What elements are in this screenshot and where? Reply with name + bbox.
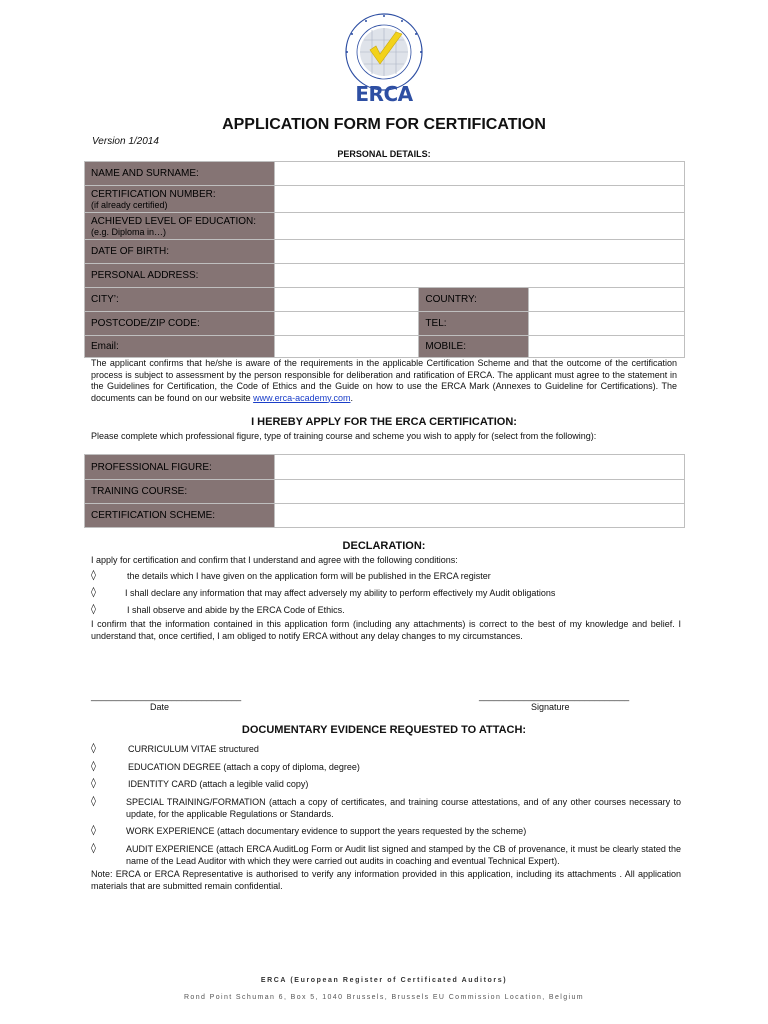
personal-details-heading: PERSONAL DETAILS:	[337, 149, 431, 159]
version-label: Version 1/2014	[92, 136, 159, 147]
dob-label: DATE OF BIRTH:	[85, 240, 275, 264]
signature-label: Signature	[531, 702, 570, 712]
declaration-item: the details which I have given on the application form will be published in the ERCA register	[127, 571, 491, 581]
email-field[interactable]	[274, 336, 419, 358]
country-label: COUNTRY:	[419, 288, 529, 312]
evidence-item: AUDIT EXPERIENCE (attach ERCA AuditLog Form or Audit list signed and stamped by the CB of provenance, it must be clearly stated the name of the Lead Auditor with which they were carried out audits in coaching and eventual Technical Expert).	[126, 844, 681, 866]
declaration-intro: I apply for certification and confirm that I understand and agree with the following conditions:	[91, 555, 458, 565]
professional-figure-field[interactable]	[274, 455, 684, 480]
apply-table	[84, 454, 685, 528]
confidentiality-note: Note: ERCA or ERCA Representative is authorised to verify any information provided in this application, including its attachments . All application materials that are submitted remain confidential.	[91, 869, 681, 891]
diamond-bullet-icon: ◊	[91, 825, 96, 836]
website-link[interactable]: www.erca-academy.com	[253, 392, 351, 403]
evidence-item: EDUCATION DEGREE (attach a copy of diploma, degree)	[128, 762, 360, 772]
evidence-item: SPECIAL TRAINING/FORMATION (attach a copy of certificates, and training course attestations, and of any other courses necessary to update, for the applicable Regulations or Standards.	[126, 797, 681, 819]
table-row	[85, 162, 685, 186]
evidence-item: CURRICULUM VITAE structured	[128, 744, 259, 754]
evidence-item: IDENTITY CARD (attach a legible valid copy)	[128, 779, 309, 789]
footer-address: Rond Point Schuman 6, Box 5, 1040 Brussels, Brussels EU Commission Location, Belgium	[183, 994, 585, 1001]
training-course-label: TRAINING COURSE:	[85, 480, 275, 504]
postcode-label: POSTCODE/ZIP CODE:	[85, 312, 275, 336]
name-label: NAME AND SURNAME:	[85, 162, 275, 186]
email-label: Email:	[85, 336, 275, 358]
table-row	[85, 455, 685, 480]
declaration-heading: DECLARATION:	[342, 540, 426, 552]
dob-field[interactable]	[274, 240, 684, 264]
declaration-item: I shall declare any information that may affect adversely my ability to perform effectively my Audit obligations	[125, 588, 556, 598]
applicant-statement: The applicant confirms that he/she is aware of the requirements in the applicable Certification Scheme and that the outcome of the certification process is subject to assessment by the person responsible for deliberation and ratification of ERCA. The applicant must agree to the statement in the Guidelines for Certification, the Code of Ethics and the Guide on how to use the ERCA Mark (Annexes to Guideline for Certifications). The documents can be found on our website www.erca-academy.com.	[91, 358, 677, 403]
cert-number-label-text: CERTIFICATION NUMBER:	[91, 188, 216, 200]
apply-instruction: Please complete which professional figure, type of training course and scheme you wish to apply for (select from the following):	[91, 431, 597, 441]
diamond-bullet-icon: ◊	[91, 778, 96, 789]
evidence-heading: DOCUMENTARY EVIDENCE REQUESTED TO ATTACH:	[241, 724, 527, 736]
table-row	[85, 186, 685, 213]
table-row	[85, 312, 685, 336]
applicant-statement-text: The applicant confirms that he/she is aware of the requirements in the applicable Certification Scheme and that the outcome of the certification process is subject to assessment by the person responsible for deliberation and ratification of ERCA. The applicant must agree to the statement in the Guidelines for Certification, the Code of Ethics and the Guide on how to use the ERCA Mark (Annexes to Guideline for Certifications). The documents can be found on our website	[91, 358, 677, 403]
date-label: Date	[150, 702, 170, 712]
table-row	[85, 288, 685, 312]
declaration-confirm: I confirm that the information contained in this application form (including any attachments) is correct to the best of my knowledge and belief. I understand that, once certified, I am obliged to notify ERCA without any delay changes to my circumstances.	[91, 619, 681, 641]
certification-scheme-label: CERTIFICATION SCHEME:	[85, 504, 275, 528]
diamond-bullet-icon: ◊	[91, 761, 96, 772]
date-line[interactable]: ______________________________	[91, 691, 242, 701]
city-field[interactable]	[274, 288, 419, 312]
diamond-bullet-icon: ◊	[91, 796, 96, 807]
erca-logo	[336, 12, 432, 108]
footer-org: ERCA (European Register of Certificated Auditors)	[260, 977, 508, 984]
table-row	[85, 240, 685, 264]
education-sublabel: (e.g. Diploma in…)	[91, 226, 167, 237]
page-title: APPLICATION FORM FOR CERTIFICATION	[222, 116, 546, 133]
cert-number-label	[85, 186, 275, 213]
table-row	[85, 480, 685, 504]
table-row	[85, 213, 685, 240]
table-row	[85, 504, 685, 528]
professional-figure-label: PROFESSIONAL FIGURE:	[85, 455, 275, 480]
mobile-label: MOBILE:	[419, 336, 529, 358]
diamond-bullet-icon: ◊	[91, 604, 96, 615]
tel-label: TEL:	[419, 312, 529, 336]
tel-field[interactable]	[529, 312, 685, 336]
mobile-field[interactable]	[529, 336, 685, 358]
country-field[interactable]	[529, 288, 685, 312]
evidence-item: WORK EXPERIENCE (attach documentary evidence to support the years requested by the scheme)	[126, 826, 527, 836]
diamond-bullet-icon: ◊	[91, 743, 96, 754]
signature-line[interactable]: ______________________________	[479, 691, 630, 701]
education-label	[85, 213, 275, 240]
postcode-field[interactable]	[274, 312, 419, 336]
education-field[interactable]	[274, 213, 684, 240]
address-field[interactable]	[274, 264, 684, 288]
diamond-bullet-icon: ◊	[91, 843, 96, 854]
training-course-field[interactable]	[274, 480, 684, 504]
apply-heading: I HEREBY APPLY FOR THE ERCA CERTIFICATION:	[251, 416, 517, 428]
cert-number-sublabel: (if already certified)	[91, 199, 168, 210]
certification-scheme-field[interactable]	[274, 504, 684, 528]
name-field[interactable]	[274, 162, 684, 186]
logo-wordmark: ERCA	[355, 82, 413, 106]
table-row	[85, 336, 685, 358]
personal-details-table	[84, 161, 685, 358]
city-label: CITY’:	[85, 288, 275, 312]
declaration-item: I shall observe and abide by the ERCA Code of Ethics.	[127, 605, 345, 615]
cert-number-field[interactable]	[274, 186, 684, 213]
diamond-bullet-icon: ◊	[91, 587, 96, 598]
diamond-bullet-icon: ◊	[91, 570, 96, 581]
address-label: PERSONAL ADDRESS:	[85, 264, 275, 288]
education-label-text: ACHIEVED LEVEL OF EDUCATION:	[91, 215, 257, 227]
table-row	[85, 264, 685, 288]
